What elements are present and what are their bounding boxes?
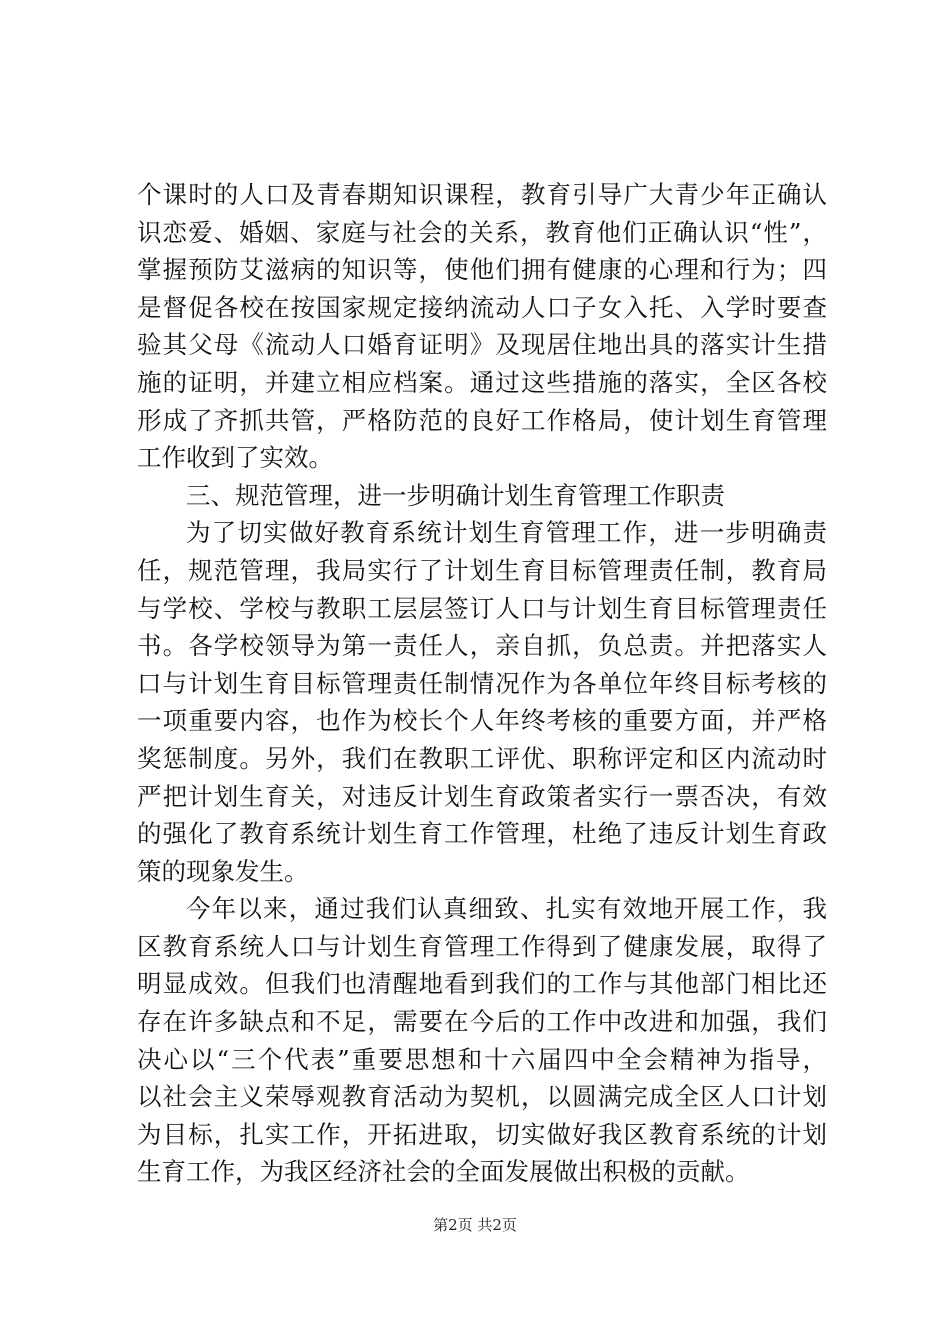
page-number-footer: 第2页 共2页 — [433, 1216, 517, 1234]
text-line: 书。各学校领导为第一责任人，亲自抓，负总责。并把落实人 — [137, 631, 827, 661]
text-line: 为了切实做好教育系统计划生育管理工作，进一步明确责 — [186, 518, 827, 548]
text-line: 决心以“三个代表”重要思想和十六届四中全会精神为指导， — [137, 1044, 827, 1074]
section-heading: 三、规范管理，进一步明确计划生育管理工作职责 — [186, 480, 725, 510]
text-line: 严把计划生育关，对违反计划生育政策者实行一票否决，有效 — [137, 781, 827, 811]
text-line: 以社会主义荣辱观教育活动为契机，以圆满完成全区人口计划 — [137, 1082, 827, 1112]
text-line: 今年以来，通过我们认真细致、扎实有效地开展工作，我 — [186, 894, 827, 924]
text-line: 掌握预防艾滋病的知识等，使他们拥有健康的心理和行为；四 — [137, 255, 827, 285]
text-line: 是督促各校在按国家规定接纳流动人口子女入托、入学时要查 — [137, 292, 827, 322]
text-line: 工作收到了实效。 — [137, 443, 333, 473]
text-line: 存在许多缺点和不足，需要在今后的工作中改进和加强，我们 — [137, 1007, 827, 1037]
document-body — [137, 176, 827, 1191]
text-line: 口与计划生育目标管理责任制情况作为各单位年终目标考核的 — [137, 668, 827, 698]
text-line: 施的证明，并建立相应档案。通过这些措施的落实，全区各校 — [137, 367, 827, 397]
text-line: 验其父母《流动人口婚育证明》及现居住地出具的落实计生措 — [137, 330, 827, 360]
text-line: 生育工作，为我区经济社会的全面发展做出积极的贡献。 — [137, 1157, 750, 1187]
text-line: 奖惩制度。另外，我们在教职工评优、职称评定和区内流动时 — [137, 743, 827, 773]
text-line: 策的现象发生。 — [137, 856, 309, 886]
text-line: 形成了齐抓共管，严格防范的良好工作格局，使计划生育管理 — [137, 405, 827, 435]
text-line: 任，规范管理，我局实行了计划生育目标管理责任制，教育局 — [137, 555, 827, 585]
text-line: 个课时的人口及青春期知识课程，教育引导广大青少年正确认 — [137, 180, 827, 209]
text-line: 明显成效。但我们也清醒地看到我们的工作与其他部门相比还 — [137, 969, 827, 999]
text-line: 识恋爱、婚姻、家庭与社会的关系，教育他们正确认识“性”， — [137, 217, 827, 247]
text-line: 一项重要内容，也作为校长个人年终考核的重要方面，并严格 — [137, 706, 827, 736]
text-line: 区教育系统人口与计划生育管理工作得到了健康发展，取得了 — [137, 931, 827, 961]
text-line: 为目标，扎实工作，开拓进取，切实做好我区教育系统的计划 — [137, 1119, 827, 1149]
text-line: 与学校、学校与教职工层层签订人口与计划生育目标管理责任 — [137, 593, 827, 623]
text-line: 的强化了教育系统计划生育工作管理，杜绝了违反计划生育政 — [137, 819, 827, 849]
